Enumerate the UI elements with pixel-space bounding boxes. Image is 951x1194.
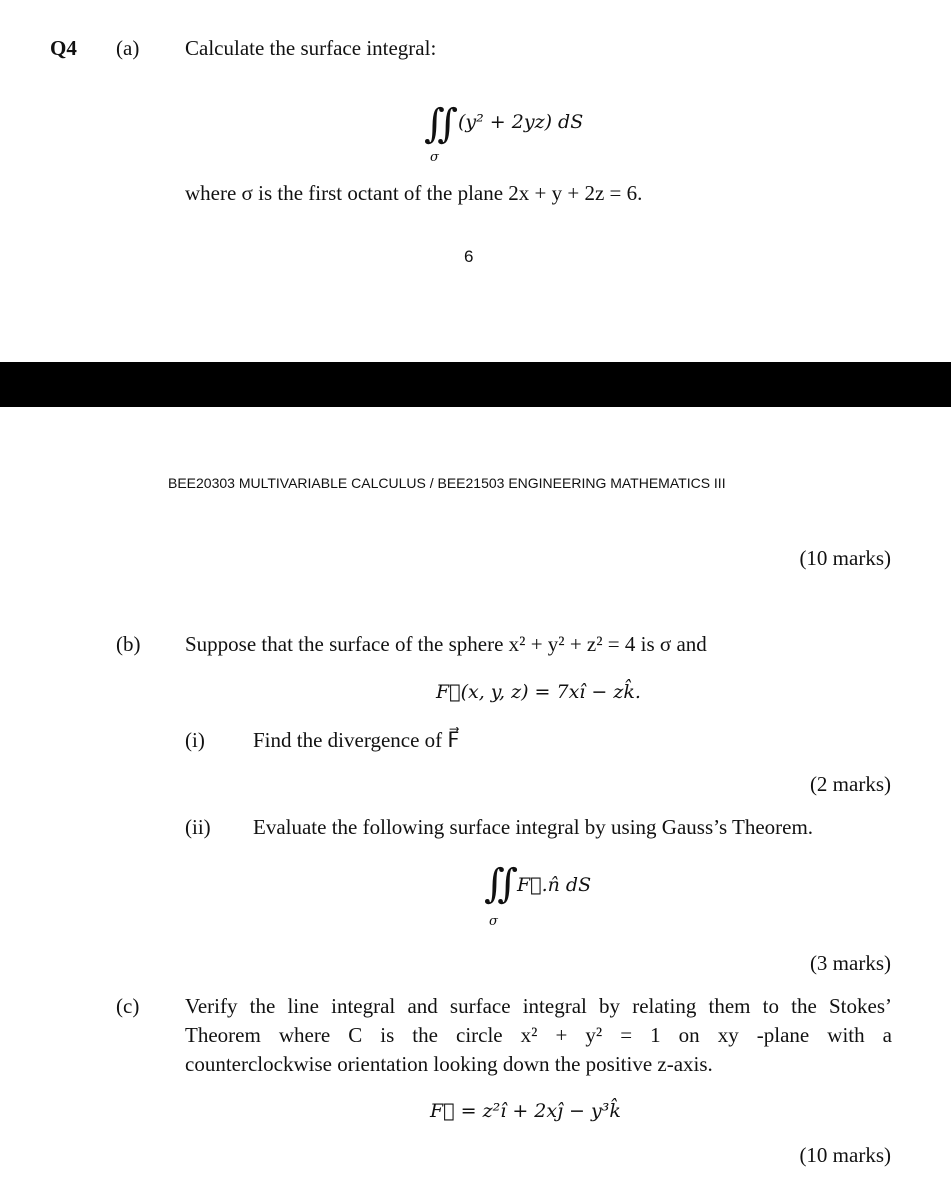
part-b-i-label: (i) (185, 728, 205, 752)
part-c-label: (c) (116, 994, 140, 1018)
page-header: BEE20303 MULTIVARIABLE CALCULUS / BEE21503 ENGINEERING MATHEMATICS III (168, 475, 726, 491)
page-break-band (0, 362, 951, 407)
part-a-marks: (10 marks) (799, 546, 891, 570)
page-number: 6 (464, 247, 474, 266)
part-c-line-2: Theorem where C is the circle x² + y² = 1 on xy -plane with a (185, 1023, 892, 1047)
part-b-ii-marks: (3 marks) (809, 951, 891, 975)
part-b-i-marks: (2 marks) (809, 772, 891, 796)
part-b-ii-domain-subscript: σ (489, 914, 498, 929)
part-c-marks: (10 marks) (799, 1143, 891, 1167)
part-a-domain-subscript: σ (430, 150, 439, 165)
part-b-ii-integrand: F⃗.n̂ dS (517, 874, 592, 896)
part-b-i-text: Find the divergence of F⃗ (253, 728, 460, 752)
part-c-line-3: counterclockwise orientation looking down the positive z-axis. (185, 1052, 713, 1076)
part-b-intro: Suppose that the surface of the sphere x² + y² + z² = 4 is σ and (185, 632, 707, 656)
part-a-label: (a) (116, 36, 140, 60)
part-b-ii-label: (ii) (185, 815, 211, 839)
part-a-where-clause: where σ is the first octant of the plane 2x + y + 2z = 6. (185, 181, 643, 205)
double-integral-sign-b: ∬ (484, 861, 519, 907)
part-a-prompt: Calculate the surface integral: (185, 36, 437, 60)
part-c-field: F⃗ = z²î + 2xĵ − y³k̂ (430, 1100, 621, 1122)
part-c-line-1: Verify the line integral and surface integral by relating them to the Stokes’ (185, 994, 892, 1018)
double-integral-sign-a: ∬ (424, 101, 459, 147)
part-b-label: (b) (116, 632, 141, 656)
part-b-field: F⃗(x, y, z) = 7xî − zk̂. (436, 681, 641, 703)
part-a-integrand: (y² + 2yz) dS (458, 111, 584, 133)
part-b-ii-text: Evaluate the following surface integral by using Gauss’s Theorem. (253, 815, 814, 839)
question-number: Q4 (50, 36, 77, 60)
